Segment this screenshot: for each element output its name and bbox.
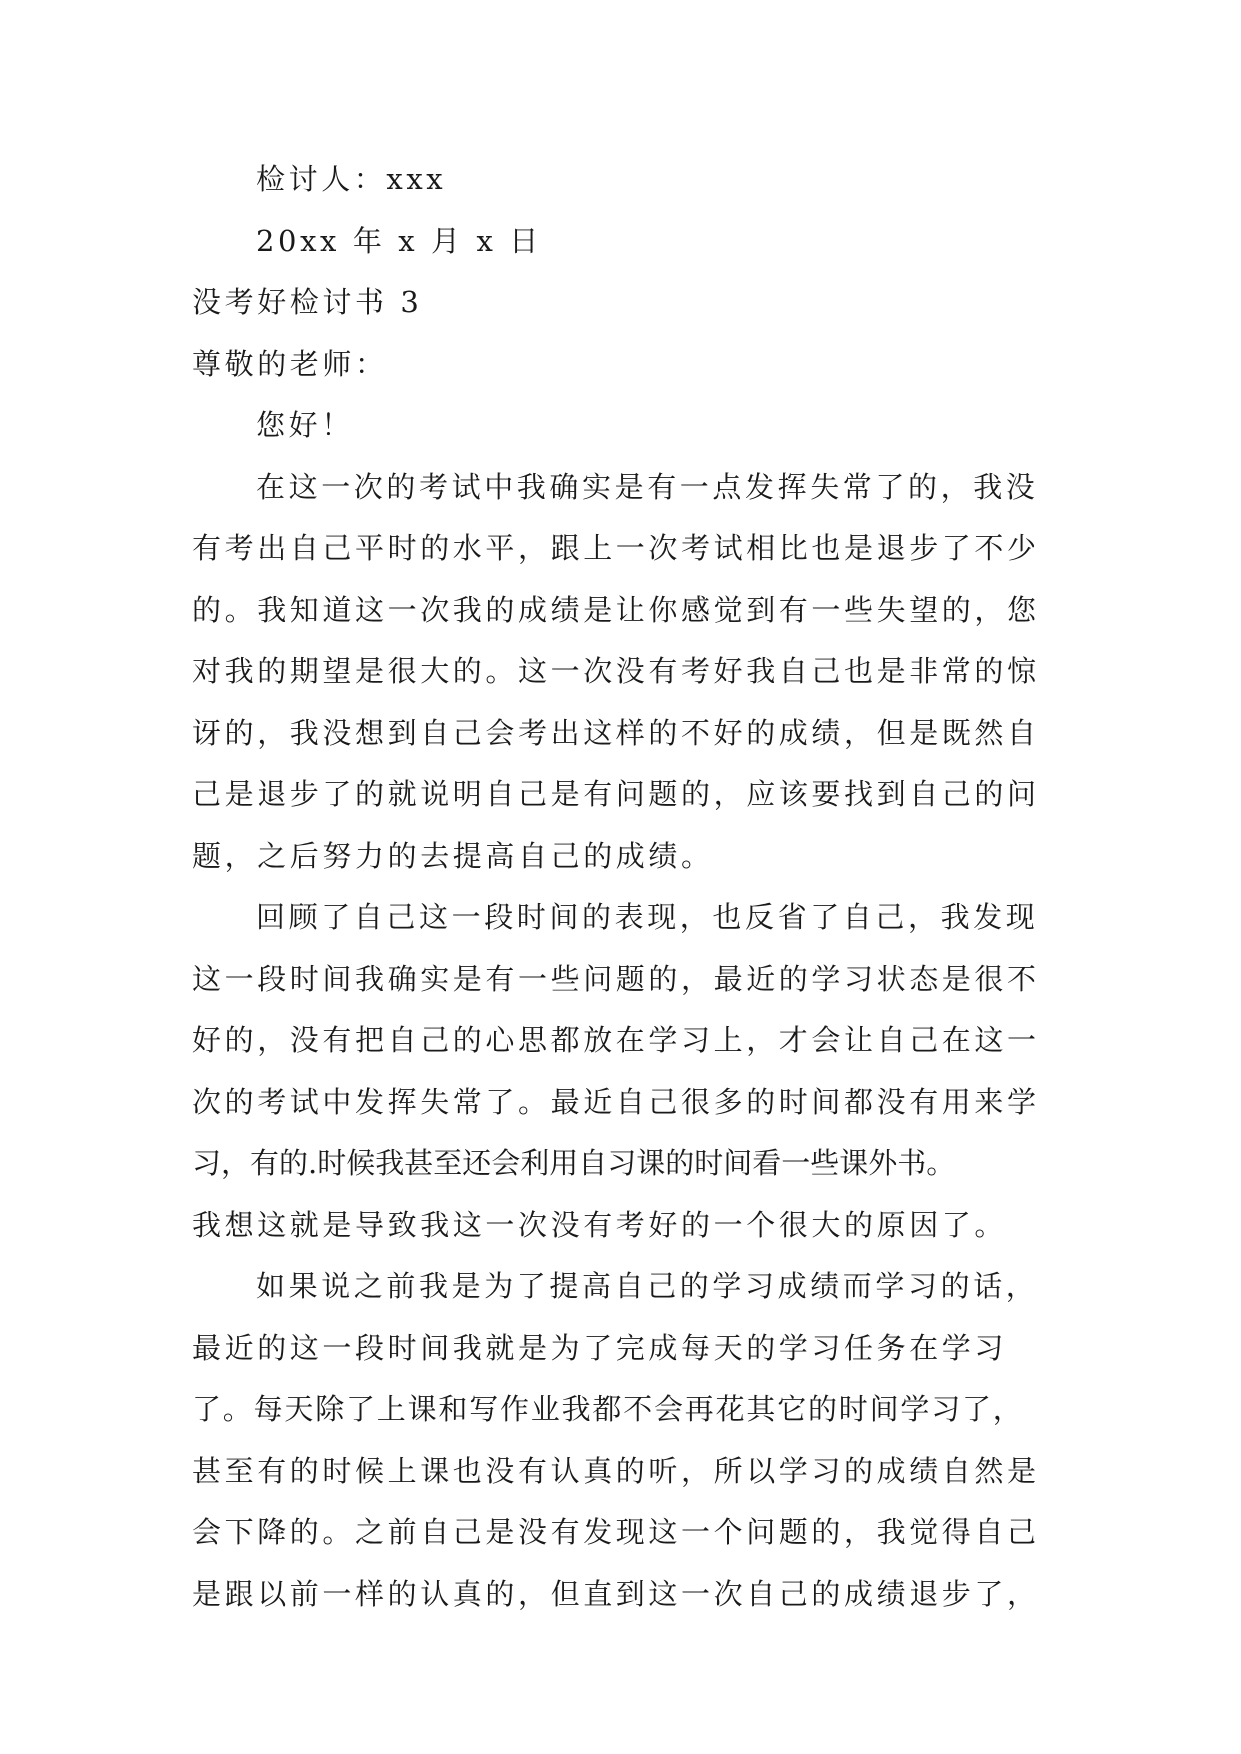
- paragraph-line: 有考出自己平时的水平，跟上一次考试相比也是退步了不少: [192, 531, 1040, 565]
- greeting: 您好！: [256, 408, 354, 442]
- document-title: 没考好检讨书 3: [192, 285, 423, 319]
- paragraph-line: 是跟以前一样的认真的，但直到这一次自己的成绩退步了，: [192, 1576, 1040, 1611]
- paragraph-line: 如果说之前我是为了提高自己的学习成绩而学习的话，: [256, 1269, 1039, 1303]
- paragraph-line: 好的，没有把自己的心思都放在学习上，才会让自己在这一: [192, 1023, 1040, 1057]
- signature-line: 检讨人：xxx: [256, 162, 447, 196]
- paragraph-line: 了。每天除了上课和写作业我都不会再花其它的时间学习了，: [192, 1392, 1024, 1426]
- paragraph-line: 会下降的。之前自己是没有发现这一个问题的，我觉得自己: [192, 1515, 1040, 1549]
- paragraph-line: 我想这就是导致我这一次没有考好的一个很大的原因了。: [192, 1207, 1008, 1242]
- paragraph-line: 甚至有的时候上课也没有认真的听，所以学习的成绩自然是: [192, 1453, 1040, 1488]
- paragraph-line: 回顾了自己这一段时间的表现，也反省了自己，我发现: [256, 900, 1039, 934]
- paragraph-line: 对我的期望是很大的。这一次没有考好我自己也是非常的惊: [192, 654, 1040, 688]
- paragraph-line: 的。我知道这一次我的成绩是让你感觉到有一些失望的，您: [192, 592, 1040, 627]
- paragraph-line: 讶的，我没想到自己会考出这样的不好的成绩，但是既然自: [192, 715, 1040, 750]
- document-body: [192, 160, 1050, 1636]
- paragraph-line: 在这一次的考试中我确实是有一点发挥失常了的，我没: [256, 469, 1039, 504]
- paragraph-line: 这一段时间我确实是有一些问题的，最近的学习状态是很不: [192, 961, 1040, 996]
- paragraph-line: 己是退步了的就说明自己是有问题的，应该要找到自己的问: [192, 777, 1040, 811]
- paragraph-line: 次的考试中发挥失常了。最近自己很多的时间都没有用来学: [192, 1084, 1040, 1119]
- paragraph-line: 习，有的.时候我甚至还会利用自习课的时间看一些课外书。: [192, 1146, 956, 1180]
- date-line: 20xx 年 x 月 x 日: [256, 223, 542, 258]
- salutation: 尊敬的老师：: [192, 346, 388, 381]
- paragraph-line: 最近的这一段时间我就是为了完成每天的学习任务在学习: [192, 1330, 1008, 1365]
- paragraph-line: 题，之后努力的去提高自己的成绩。: [192, 838, 714, 873]
